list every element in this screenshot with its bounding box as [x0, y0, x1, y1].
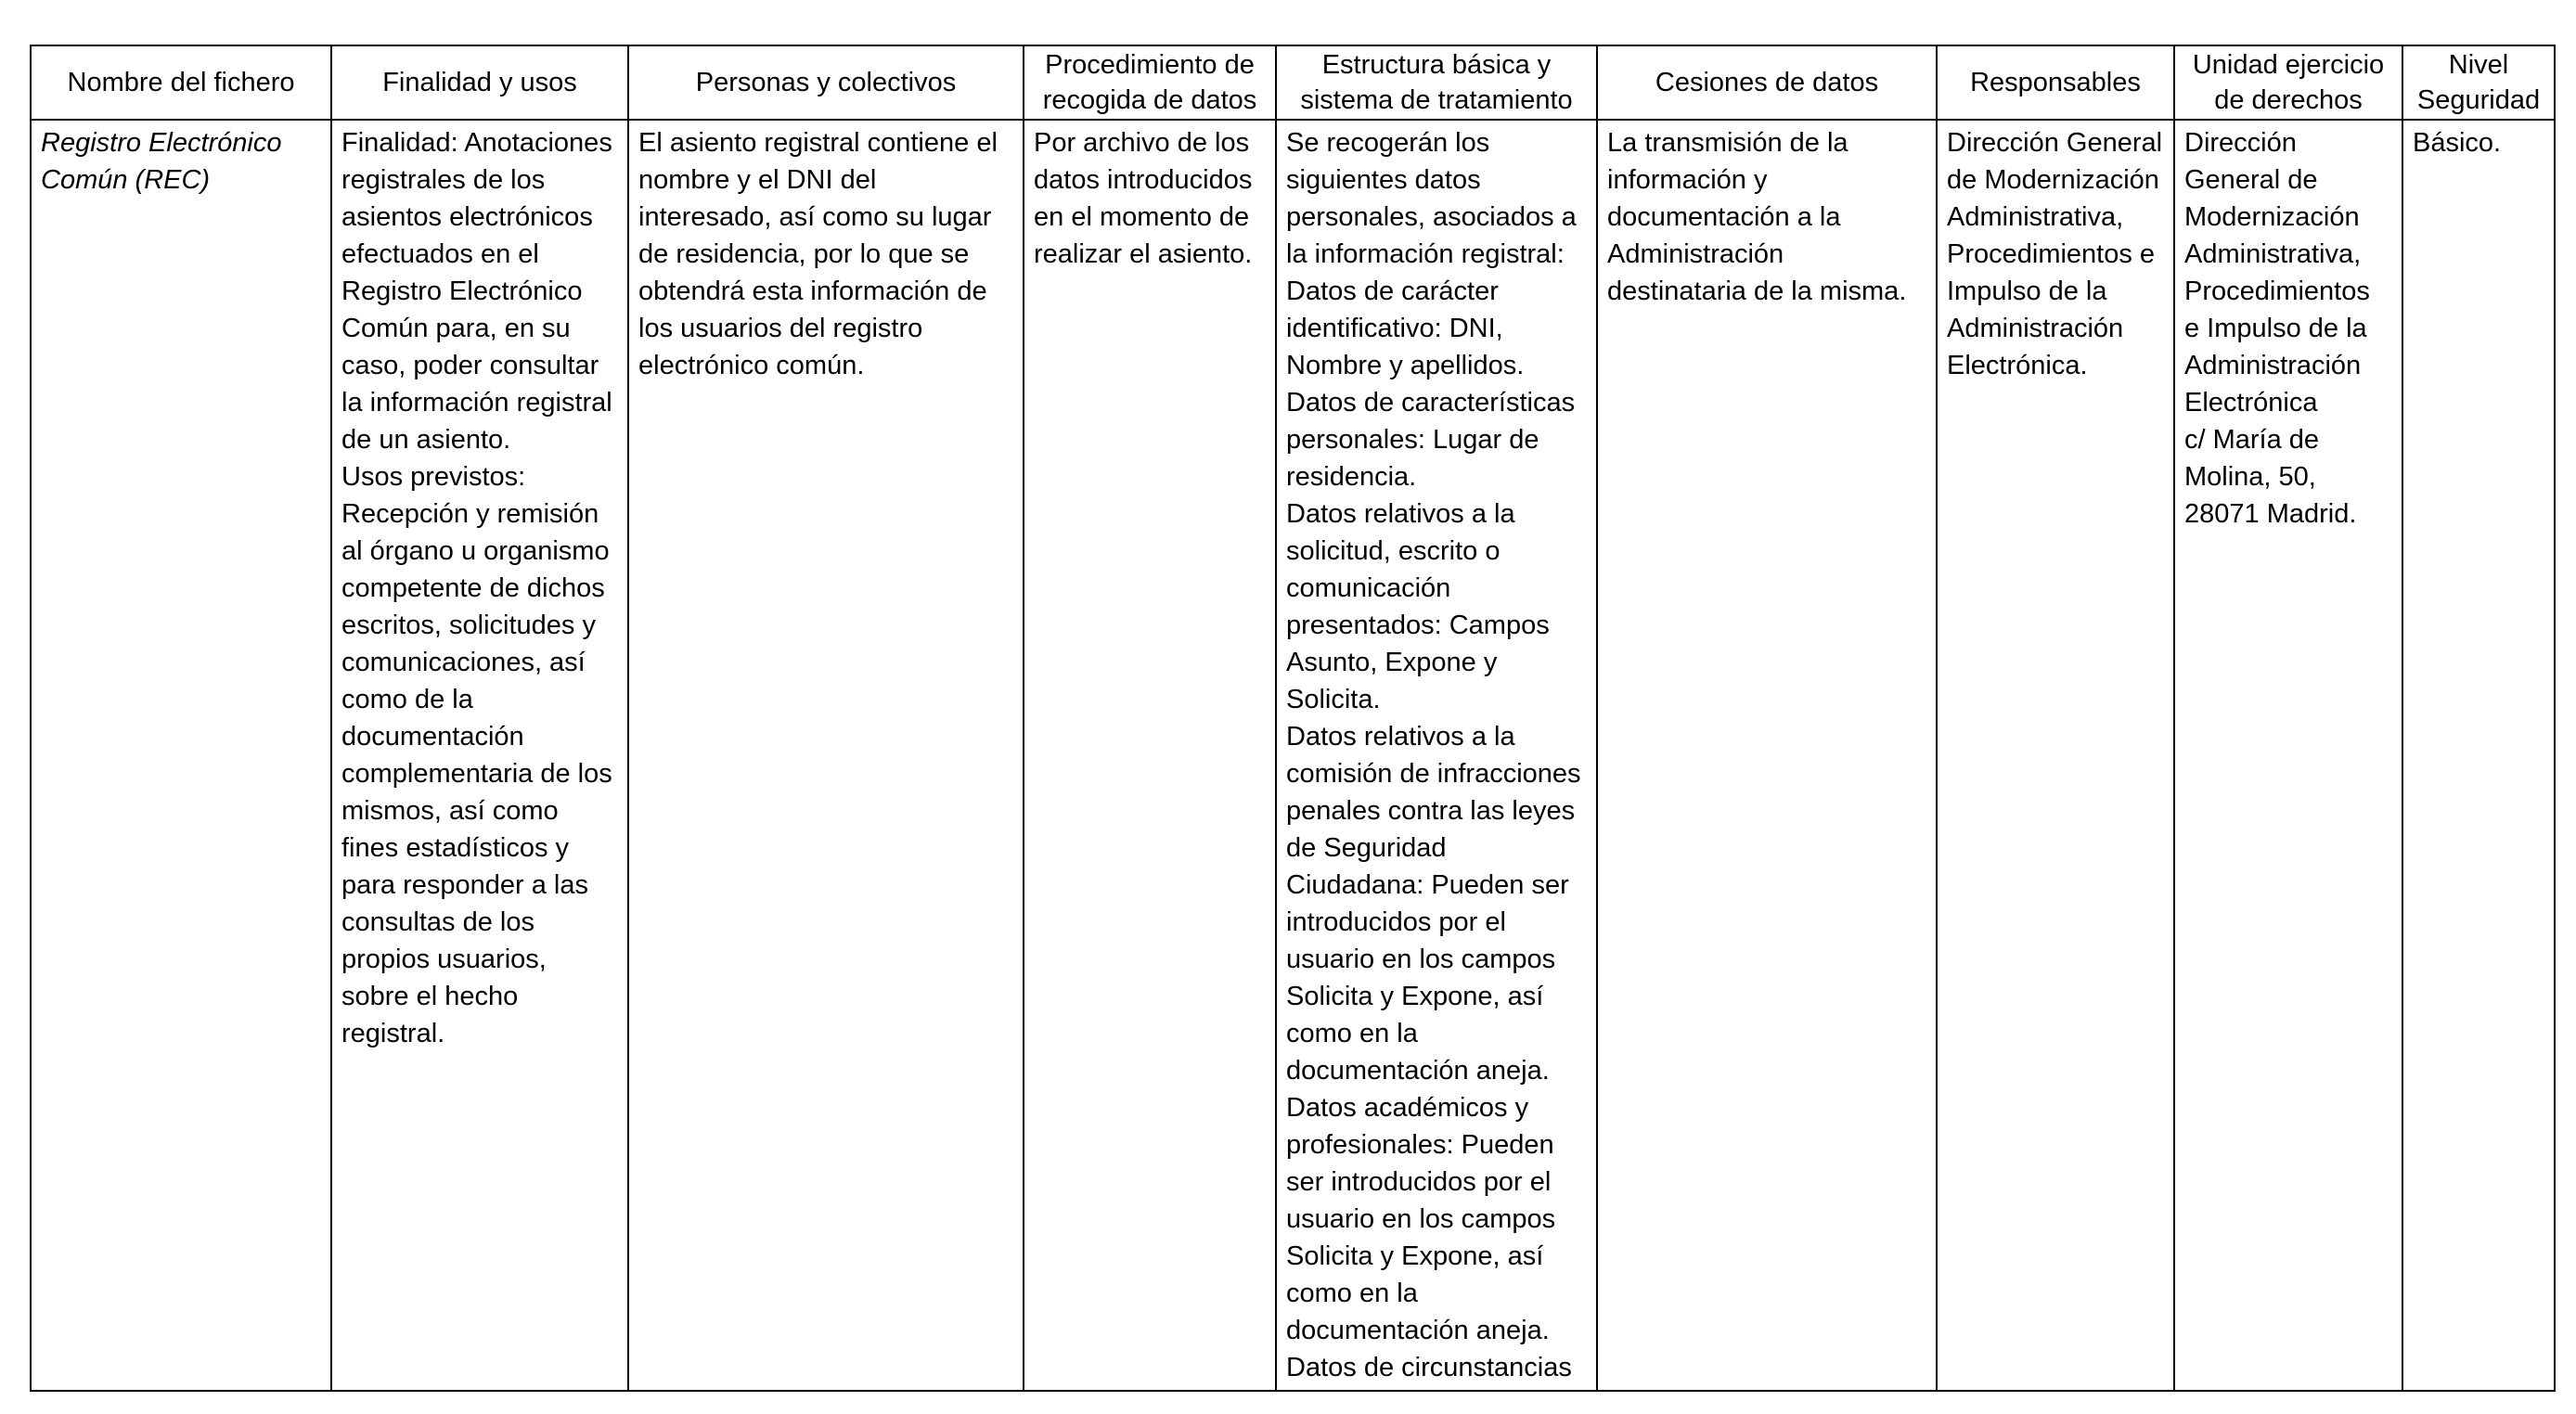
cell-cesiones-datos: La transmisión de la información y documentación a la Administración destinataria de la misma.: [1597, 120, 1937, 1391]
cell-procedimiento-recogida: Por archivo de los datos introducidos en el momento de realizar el asiento.: [1024, 120, 1276, 1391]
cell-nivel-seguridad: Básico.: [2402, 120, 2555, 1391]
header-nombre-fichero: Nombre del fichero: [31, 45, 331, 120]
cell-finalidad-usos: Finalidad: Anotaciones registrales de los asientos electrónicos efectuados en el Registro Electrónico Común para, en su caso, poder consultar la información registral de un asiento. Usos previstos: Recepción y remisión al órgano u organismo competente de dichos escritos, solicitudes y comunicaciones, así como de la documentación complementaria de los mismos, así como fines estadísticos y para responder a las consultas de los propios usuarios, sobre el hecho registral.: [331, 120, 628, 1391]
header-nivel-seguridad: Nivel Seguridad: [2402, 45, 2555, 120]
cell-unidad-derechos: Dirección General de Modernización Administrativa, Procedimientos e Impulso de la Administración Electrónica c/ María de Molina, 50, 28071 Madrid.: [2174, 120, 2402, 1391]
header-estructura-basica: Estructura básica y sistema de tratamiento: [1276, 45, 1597, 120]
data-files-table: [30, 45, 2556, 1392]
cell-estructura-basica: Se recogerán los siguientes datos personales, asociados a la información registral: Datos de carácter identificativo: DNI, Nombre y apellidos. Datos de características personales: Lugar de residencia. Datos relativos a la solicitud, escrito o comunicación presentados: Campos Asunto, Expone y Solicita. Datos relativos a la comisión de infracciones penales contra las leyes de Seguridad Ciudadana: Pueden ser introducidos por el usuario en los campos Solicita y Expone, así como en la documentación aneja. Datos académicos y profesionales: Pueden ser introducidos por el usuario en los campos Solicita y Expone, así como en la documentación aneja. Datos de circunstancias: [1276, 120, 1597, 1391]
cell-personas-colectivos: El asiento registral contiene el nombre y el DNI del interesado, así como su lugar de residencia, por lo que se obtendrá esta información de los usuarios del registro electrónico común.: [628, 120, 1024, 1391]
header-finalidad-usos: Finalidad y usos: [331, 45, 628, 120]
cell-responsables: Dirección General de Modernización Administrativa, Procedimientos e Impulso de la Administración Electrónica.: [1937, 120, 2174, 1391]
header-personas-colectivos: Personas y colectivos: [628, 45, 1024, 120]
header-procedimiento-recogida: Procedimiento de recogida de datos: [1024, 45, 1276, 120]
cell-nombre-fichero: Registro Electrónico Común (REC): [31, 120, 331, 1391]
header-unidad-derechos: Unidad ejercicio de derechos: [2174, 45, 2402, 120]
header-cesiones-datos: Cesiones de datos: [1597, 45, 1937, 120]
table-header-row: [31, 45, 2555, 120]
header-responsables: Responsables: [1937, 45, 2174, 120]
table-row: [31, 120, 2555, 1391]
